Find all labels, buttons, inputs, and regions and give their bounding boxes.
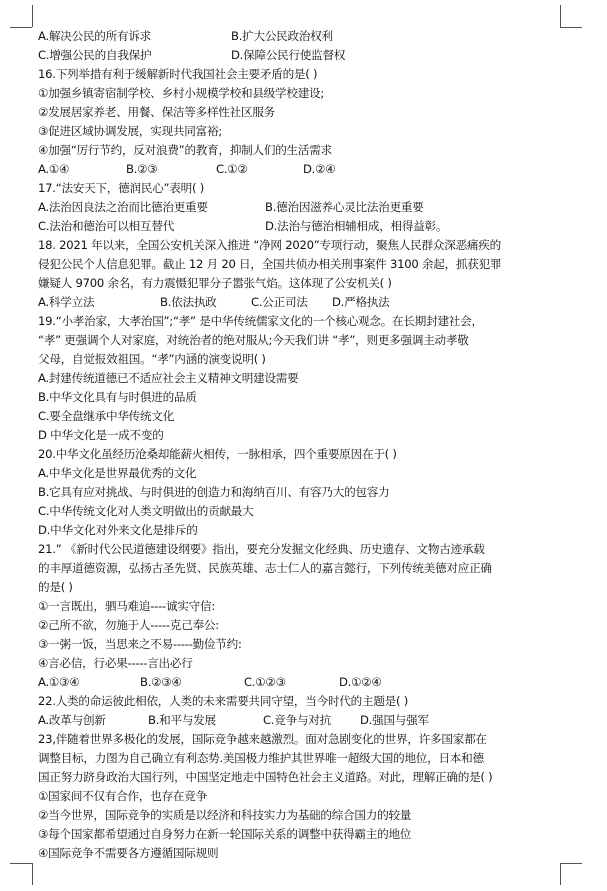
q16-stem: 16.下列举措有利于缓解新时代我国社会主要矛盾的是( ) <box>38 67 318 81</box>
q17-option-d: D.法治与德治相辅相成，相得益彰。 <box>265 219 448 233</box>
crop-mark-top-left-v <box>32 5 33 27</box>
q21-option-b: B.②③④ <box>140 675 182 689</box>
q16-option-d: D.②④ <box>303 162 336 176</box>
q16-item-3: ③促进区域协调发展，实现共同富裕; <box>38 124 222 138</box>
q22-stem: 22.人类的命运彼此相依，人类的未来需要共同守望，当今时代的主题是( ) <box>38 694 408 708</box>
q18-line-3: 嫌疑人 9700 余名，有力震慑犯罪分子嚣张气焰。这体现了公安机关( ) <box>38 276 392 290</box>
q23-line-3: 国正努力跻身政治大国行列，中国坚定地走中国特色社会主义道路。对此，理解正确的是( ) <box>38 770 493 784</box>
q17-option-c: C.法治和德治可以相互替代 <box>38 219 175 233</box>
q16-option-c: C.①② <box>216 162 248 176</box>
q18-option-c: C.公正司法 <box>251 295 308 309</box>
crop-mark-bottom-left-v <box>32 863 33 885</box>
q19-option-b: B.中华文化具有与时俱进的品质 <box>38 390 197 404</box>
q17-option-b: B.德治因滋养心灵比法治更重要 <box>265 200 424 214</box>
q20-stem: 20.中华文化虽经历沧桑却能薪火相传，一脉相承，四个重要原因在于( ) <box>38 447 397 461</box>
q18-line-1: 18. 2021 年以来，全国公安机关深入推进 “净网 2020”专项行动，聚焦人民群众深恶痛疾的 <box>38 238 501 252</box>
q23-item-3: ③每个国家都希望通过自身努力在新一轮国际关系的调整中获得霸主的地位 <box>38 827 412 841</box>
q15-option-a: A.解决公民的所有诉求 <box>38 29 152 43</box>
q15-option-d: D.保障公民行使监督权 <box>231 48 346 62</box>
q16-item-1: ①加强乡镇寄宿制学校、乡村小规模学校和县级学校建设; <box>38 86 325 100</box>
q18-option-b: B.依法执政 <box>160 295 217 309</box>
q21-item-4: ④言必信，行必果-----言出必行 <box>38 656 193 670</box>
q23-item-4: ④国际竞争不需要各方遵循国际规则 <box>38 846 219 860</box>
q22-option-b: B.和平与发展 <box>148 713 216 727</box>
q22-option-a: A.改革与创新 <box>38 713 106 727</box>
q16-item-4: ④加强“厉行节约，反对浪费”的教育，抑制人们的生活需求 <box>38 143 332 157</box>
q17-option-a: A.法治因良法之治而比德治更重要 <box>38 200 208 214</box>
q19-option-a: A.封建传统道德已不适应社会主义精神文明建设需要 <box>38 371 299 385</box>
q21-line-3: 的是( ) <box>38 580 73 594</box>
q17-stem: 17.“法安天下，德润民心”表明( ) <box>38 181 204 195</box>
q20-option-d: D.中华文化对外来文化是排斥的 <box>38 523 198 537</box>
q16-option-a: A.①④ <box>38 162 70 176</box>
q19-option-d: D 中华文化是一成不变的 <box>38 428 164 442</box>
q19-line-1: 19.“小孝治家，大孝治国”;“孝” 是中华传统儒家文化的一个核心观念。在长期封建社会， <box>38 314 483 328</box>
q20-option-a: A.中华文化是世界最优秀的文化 <box>38 466 197 480</box>
q23-line-2: 调整目标，力图为自己确立有利态势.美国极力维护其世界唯一超级大国的地位，日本和德 <box>38 751 484 765</box>
q20-option-c: C.中华传统文化对人类文明做出的贡献最大 <box>38 504 254 518</box>
q21-option-d: D.①②④ <box>339 675 382 689</box>
crop-mark-bottom-right-h <box>560 863 582 864</box>
q19-line-2: “孝” 更强调个人对家庭，对统治者的绝对服从;今天我们讲 “孝”，则更多强调主动孝敬 <box>38 333 469 347</box>
q23-item-1: ①国家间不仅有合作，也存在竞争 <box>38 789 207 803</box>
q21-option-c: C.①②③ <box>244 675 286 689</box>
q15-option-c: C.增强公民的自我保护 <box>38 48 152 62</box>
q21-item-2: ②己所不欲，勿施于人-----克己奉公: <box>38 618 219 632</box>
q16-option-b: B.②③ <box>126 162 158 176</box>
q21-item-3: ③一粥一饭，当思来之不易-----勤俭节约: <box>38 637 242 651</box>
crop-mark-bottom-left-h <box>10 863 32 864</box>
q19-option-c: C.要全盘继承中华传统文化 <box>38 409 175 423</box>
q22-option-c: C.竞争与对抗 <box>263 713 331 727</box>
crop-mark-bottom-right-v <box>560 863 561 885</box>
q21-line-2: 的丰厚道德资源，弘扬古圣先贤、民族英雄、志士仁人的嘉言懿行，下列传统美德对应正确 <box>38 561 492 575</box>
q20-option-b: B.它具有应对挑战、与时俱进的创造力和海纳百川、有容乃大的包容力 <box>38 485 390 499</box>
q19-line-3: 父母，自觉报效祖国。“孝”内涵的演变说明( ) <box>38 352 266 366</box>
q18-option-a: A.科学立法 <box>38 295 95 309</box>
crop-mark-top-right-h <box>560 27 582 28</box>
crop-mark-top-right-v <box>560 5 561 27</box>
q22-option-d: D.强国与强军 <box>360 713 429 727</box>
q18-line-2: 侵犯公民个人信息犯罪。截止 12 月 20 日，全国共侦办相关刑事案件 3100 余起，抓获犯罪 <box>38 257 502 271</box>
q23-line-1: 23,伴随着世界多极化的发展，国际竞争越来越激烈。面对急剧变化的世界，许多国家都在 <box>38 732 487 746</box>
q23-item-2: ②当今世界，国际竞争的实质是以经济和科技实力为基础的综合国力的较量 <box>38 808 412 822</box>
q21-option-a: A.①③④ <box>38 675 80 689</box>
q15-option-b: B.扩大公民政治权利 <box>231 29 333 43</box>
crop-mark-top-left-h <box>10 27 32 28</box>
q21-line-1: 21.” 《新时代公民道德建设纲要》指出，要充分发掘文化经典、历史遗存、文物古迹承载 <box>38 542 485 556</box>
q21-item-1: ①一言既出，驷马难追----诚实守信: <box>38 599 216 613</box>
q18-option-d: D.严格执法 <box>332 295 390 309</box>
q16-item-2: ②发展居家养老、用餐、保洁等多样性社区服务 <box>38 105 276 119</box>
